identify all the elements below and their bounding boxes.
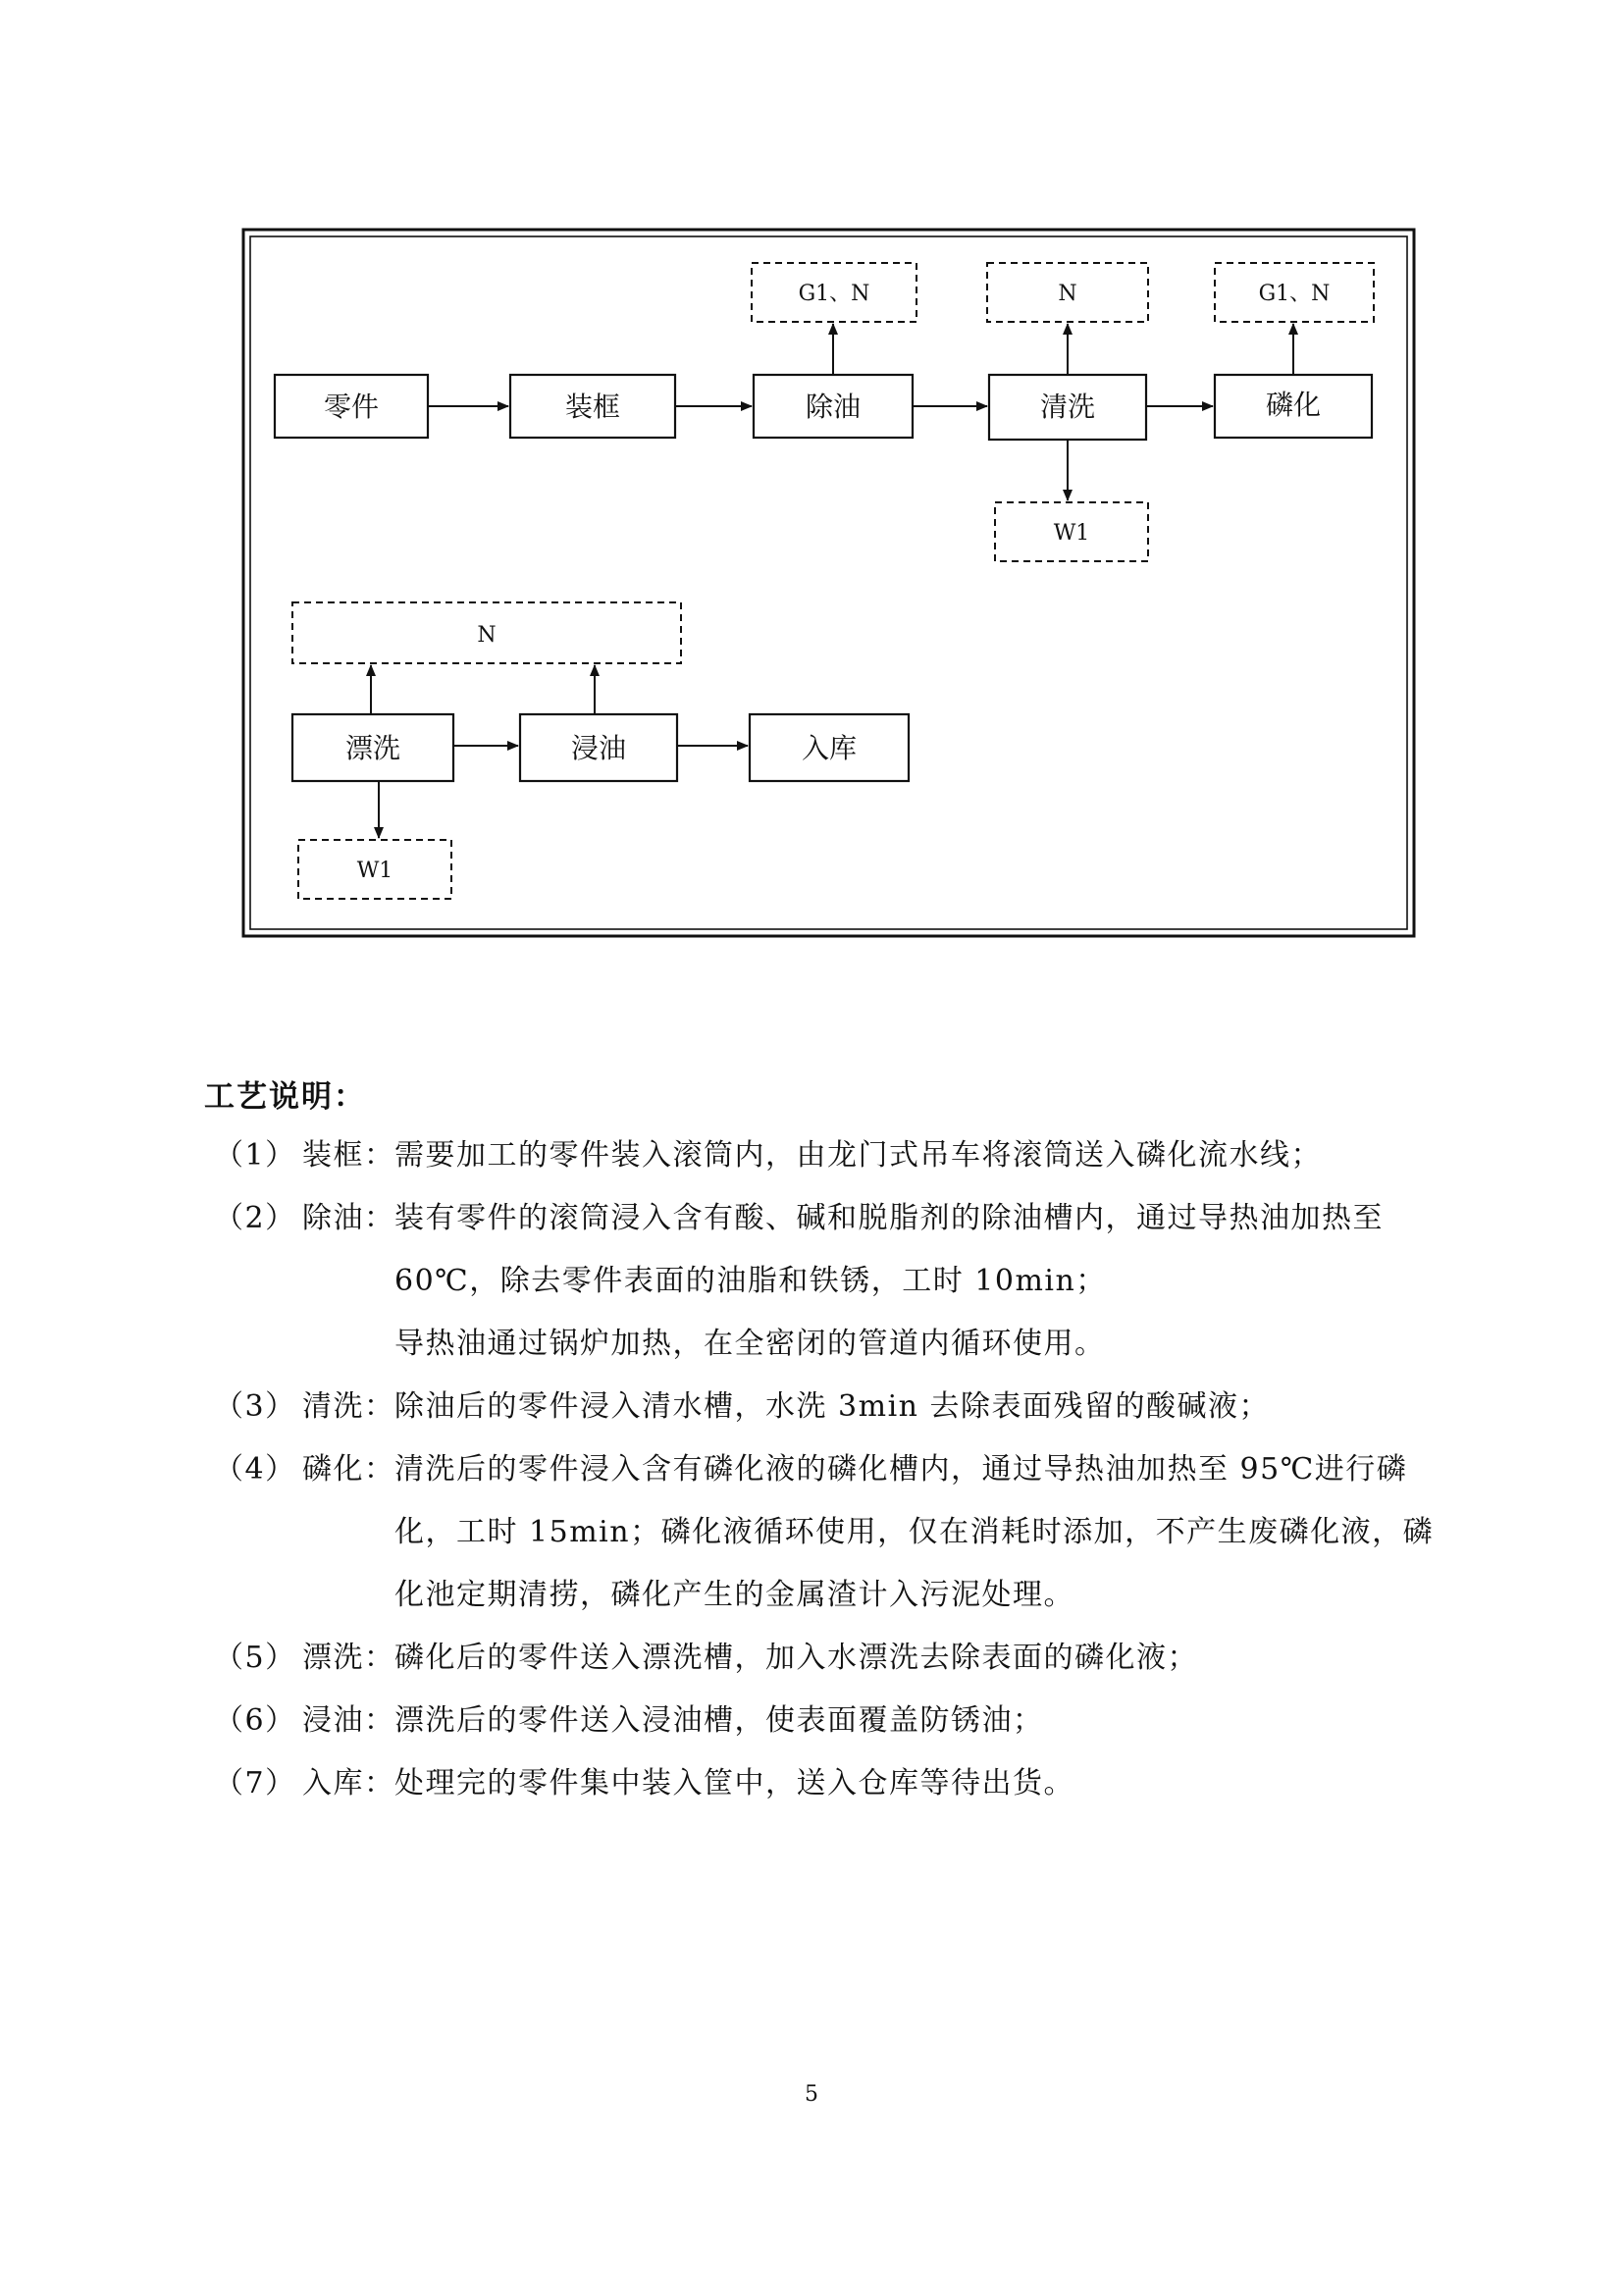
node-degreasing — [754, 375, 913, 438]
emission-rinsing-bottom-label: W1 — [356, 859, 393, 883]
step-text: 清洗后的零件浸入含有磷化液的磷化槽内，通过导热油加热至 95℃进行磷 — [394, 1452, 1408, 1487]
step-text: 磷化后的零件送入漂洗槽，加入水漂洗去除表面的磷化液； — [394, 1641, 1198, 1675]
node-rinsing-label: 漂洗 — [344, 732, 401, 764]
diagram-frame-outer — [243, 230, 1414, 936]
emission-cleaning-bottom — [995, 502, 1148, 561]
process-flowchart — [0, 0, 1623, 981]
step-4-line-3: 化池定期清捞，磷化产生的金属渣计入污泥处理。 — [394, 1578, 1074, 1612]
step-text: 需要加工的零件装入滚筒内，由龙门式吊车将滚筒送入磷化流水线； — [394, 1138, 1322, 1173]
step-number: （3） — [214, 1389, 296, 1424]
step-2-line-2: 60℃，除去零件表面的油脂和铁锈，工时 10min； — [394, 1264, 1107, 1298]
step-2-line-3: 导热油通过锅炉加热，在全密闭的管道内循环使用。 — [394, 1327, 1106, 1361]
emission-phosphating-top-label: G1、N — [1258, 282, 1331, 306]
node-framing — [510, 375, 675, 438]
node-storage — [750, 714, 909, 781]
node-storage-label: 入库 — [801, 732, 858, 764]
step-label: 浸油： — [302, 1703, 395, 1738]
step-label: 清洗： — [302, 1389, 395, 1424]
diagram-frame-inner — [250, 236, 1407, 929]
step-label: 入库： — [302, 1766, 395, 1800]
emission-degreasing-top-label: G1、N — [798, 282, 870, 306]
node-framing-label: 装框 — [564, 391, 621, 423]
node-cleaning-label: 清洗 — [1039, 391, 1096, 423]
step-label: 装框： — [302, 1138, 395, 1173]
node-degreasing-label: 除油 — [805, 391, 862, 423]
emission-cleaning-bottom-label: W1 — [1053, 521, 1090, 546]
step-number: （5） — [214, 1641, 296, 1675]
node-rinsing — [292, 714, 453, 781]
emission-rinsing-bottom — [298, 840, 451, 899]
emission-cleaning-top — [987, 263, 1148, 322]
step-text: 除油后的零件浸入清水槽，水洗 3min 去除表面残留的酸碱液； — [394, 1389, 1271, 1424]
step-label: 漂洗： — [302, 1641, 395, 1675]
step-number: （1） — [214, 1138, 296, 1173]
step-number: （6） — [214, 1703, 296, 1738]
node-oil-dipping-label: 浸油 — [570, 732, 627, 764]
emission-row2-top-label: N — [477, 623, 497, 648]
step-number: （7） — [214, 1766, 296, 1800]
node-parts-label: 零件 — [323, 391, 380, 423]
node-cleaning — [989, 375, 1146, 440]
node-oil-dipping — [520, 714, 677, 781]
step-number: （4） — [214, 1452, 296, 1487]
page-number: 5 — [805, 2082, 818, 2107]
step-label: 磷化： — [302, 1452, 395, 1487]
node-phosphating-label: 磷化 — [1265, 389, 1322, 421]
emission-degreasing-top — [752, 263, 916, 322]
emission-row2-top — [292, 602, 681, 663]
step-4-line-2: 化，工时 15min；磷化液循环使用，仅在消耗时添加，不产生废磷化液，磷 — [394, 1515, 1435, 1549]
step-text: 处理完的零件集中装入筐中，送入仓库等待出货。 — [394, 1766, 1074, 1800]
description-heading: 工艺说明： — [204, 1079, 366, 1115]
step-number: （2） — [214, 1201, 296, 1235]
emission-cleaning-top-label: N — [1058, 282, 1077, 306]
step-label: 除油： — [302, 1201, 395, 1235]
step-text: 漂洗后的零件送入浸油槽，使表面覆盖防锈油； — [394, 1703, 1044, 1738]
node-phosphating — [1215, 375, 1372, 438]
step-text: 装有零件的滚筒浸入含有酸、碱和脱脂剂的除油槽内，通过导热油加热至 — [394, 1201, 1384, 1235]
node-parts — [275, 375, 428, 438]
emission-phosphating-top — [1215, 263, 1374, 322]
